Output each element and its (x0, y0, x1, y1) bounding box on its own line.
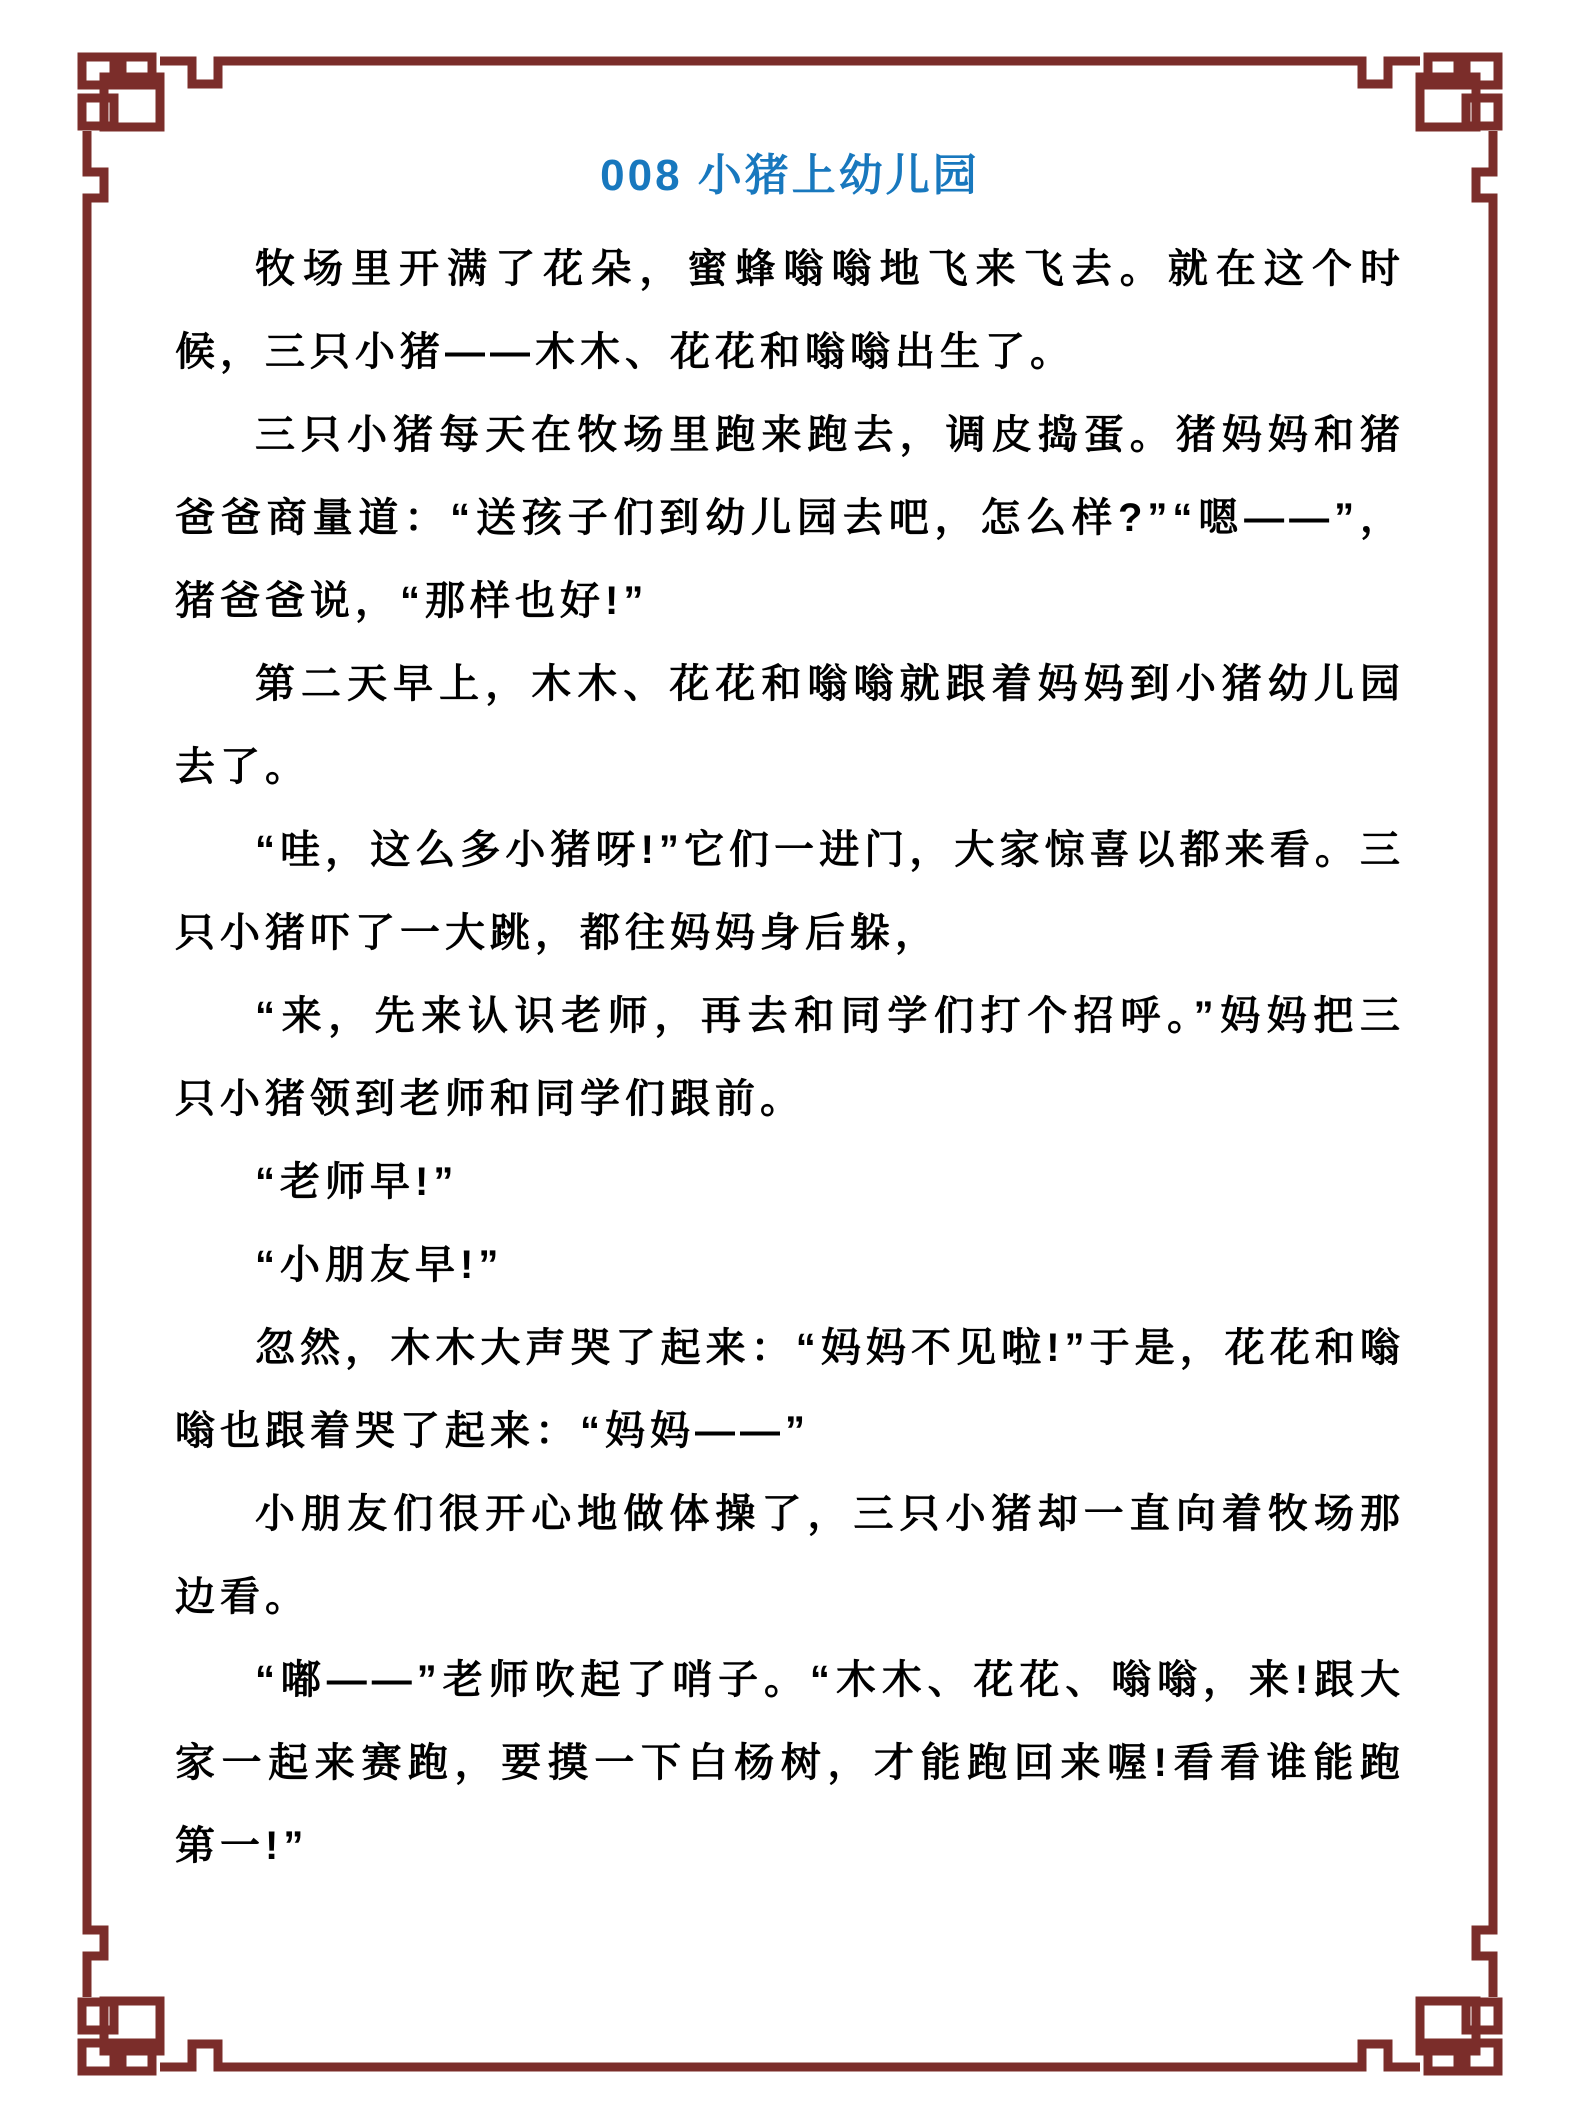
story-paragraph: “嘟——”老师吹起了哨子。“木木、花花、嗡嗡，来!跟大家一起来赛跑，要摸一下白杨树，才能跑回来喔!看看谁能跑第一!” (175, 1658, 1405, 1868)
story-paragraph: “老师早!” (255, 1160, 459, 1204)
story-paragraph: 小朋友们很开心地做体操了，三只小猪却一直向着牧场那边看。 (175, 1492, 1405, 1619)
story-paragraph: 牧场里开满了花朵，蜜蜂嗡嗡地飞来飞去。就在这个时候，三只小猪——木木、花花和嗡嗡出生了。 (175, 247, 1405, 374)
story-paragraph: “哇，这么多小猪呀!”它们一进门，大家惊喜以都来看。三只小猪吓了一大跳，都往妈妈身后躲， (175, 828, 1405, 955)
story-body (175, 228, 1405, 1888)
story-content (175, 150, 1405, 1888)
story-paragraph: 忽然，木木大声哭了起来：“妈妈不见啦!”于是，花花和嗡嗡也跟着哭了起来：“妈妈——” (175, 1326, 1405, 1453)
story-paragraph: 第二天早上，木木、花花和嗡嗡就跟着妈妈到小猪幼儿园去了。 (175, 662, 1405, 789)
story-paragraph: “来，先来认识老师，再去和同学们打个招呼。”妈妈把三只小猪领到老师和同学们跟前。 (175, 994, 1405, 1121)
story-paragraph: “小朋友早!” (255, 1243, 504, 1287)
page-title: 008 小猪上幼儿园 (600, 151, 980, 200)
story-paragraph: 三只小猪每天在牧场里跑来跑去，调皮捣蛋。猪妈妈和猪爸爸商量道：“送孩子们到幼儿园去吧，怎么样?”“嗯——”，猪爸爸说，“那样也好!” (175, 413, 1405, 623)
